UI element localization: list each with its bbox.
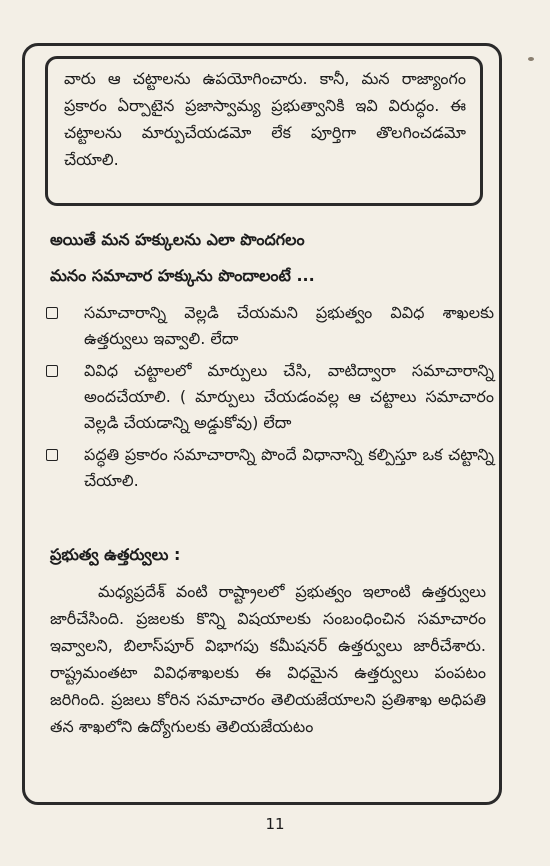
checkbox-bullet-icon [46,365,58,377]
checkbox-bullet-icon [46,449,58,461]
list-item-text: సమాచారాన్ని వెల్లడి చేయమని ప్రభుత్వం వివిధ శాఖలకు ఉత్తర్వులు ఇవ్వాలి. లేదా [84,303,494,348]
section-heading-rights: అయితే మన హక్కులను ఎలా పొందగలం [50,230,305,249]
boxed-paragraph: వారు ఆ చట్టాలను ఉపయోగించారు. కానీ, మన రాజ్యాంగం ప్రకారం ఏర్పాటైన ప్రజాస్వామ్య ప్రభుత్వానికి ఇవి విరుద్ధం. ఈ చట్టాలను మార్పుచేయడమో లేక పూర్తిగా తొలగించడమో చేయాలి. [64,69,466,169]
highlight-box [45,56,483,206]
list-item-text: పద్ధతి ప్రకారం సమాచారాన్ని పొందే విధానాన్ని కల్పిస్తూ ఒక చట్టాన్ని చేయాలి. [84,445,494,490]
section-heading-govt-orders: ప్రభుత్వ ఉత్తర్వులు : [50,545,181,564]
body-paragraph: మధ్యప్రదేశ్ వంటి రాష్ట్రాలలో ప్రభుత్వం ఇలాంటి ఉత్తర్వులు జారీచేసింది. ప్రజలకు కొన్ని విషయాలకు సంబంధించిన సమాచారం ఇవ్వాలని, బిలాస్‌పూర్ విభాగపు కమీషనర్ ఉత్తర్వులు జారీచేశారు. రాష్ట్రమంతటా వివిధశాఖలకు ఈ విధమైన ఉత్తర్వులు పంపటం జరిగింది. ప్రజలు కోరిన సమాచారం తెలియజేయాలని ప్రతిశాఖ అధిపతి తన శాఖలోని ఉద్యోగులకు తెలియజేయటం [50,582,486,736]
bullet-list [44,300,494,500]
scan-speck [528,57,534,61]
list-item [44,442,494,494]
section-heading-rti: మనం సమాచార హక్కును పొందాలంటే ... [50,266,315,285]
list-item [44,358,494,436]
list-item-text: వివిధ చట్టాలలో మార్పులు చేసి, వాటిద్వారా సమాచారాన్ని అందచేయాలి. ( మార్పులు చేయడంవల్ల ఆ చట్టాలు సమాచారం వెల్లడి చేయడాన్ని అడ్డుకోవు) లేదా [84,361,494,432]
checkbox-bullet-icon [46,307,58,319]
list-item [44,300,494,352]
page-number: 11 [265,815,285,833]
